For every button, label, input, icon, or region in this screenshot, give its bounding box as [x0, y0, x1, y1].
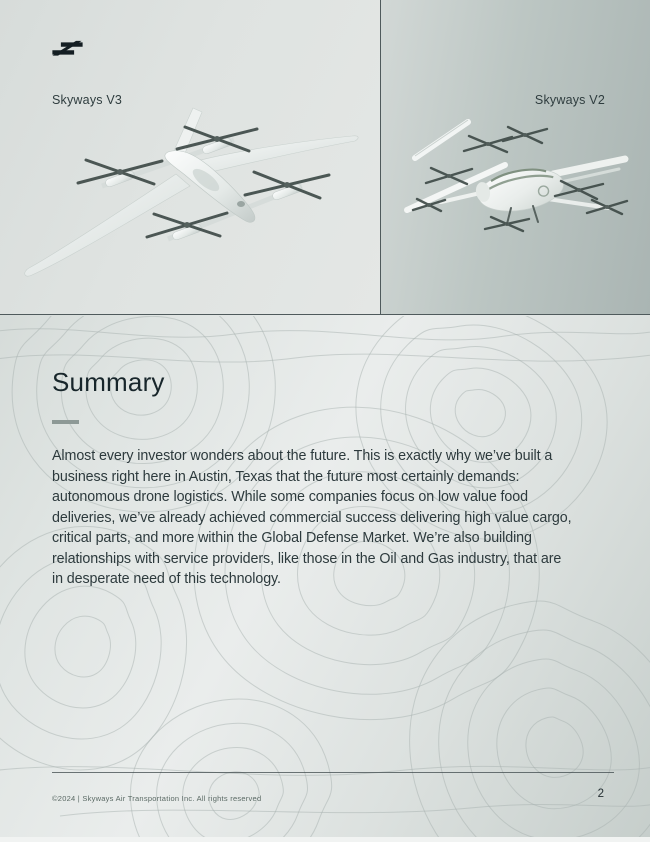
summary-text-line: in desperate need of this technology.	[52, 571, 281, 587]
drone-v3-image	[10, 100, 366, 305]
summary-text-line: business right here in Austin, Texas that the future most certainly demands:	[52, 468, 520, 485]
summary-text-line: critical parts, and more within the Global Defense Market. We’re also building	[52, 530, 532, 546]
summary-text-line: relationships with service providers, like those in the Oil and Gas industry, that are	[52, 550, 562, 567]
page-bottom-edge	[0, 837, 650, 842]
page-number: 2	[597, 788, 604, 800]
title-accent-dash	[52, 420, 79, 424]
drone-v2-graphic	[393, 110, 643, 245]
page-title: Summary	[52, 367, 165, 397]
summary-text-line: deliveries, we’ve already achieved commercial success delivering high value cargo,	[52, 509, 572, 526]
copyright-text: ©2024 | Skyways Air Transportation Inc. All rights reserved	[52, 794, 262, 803]
hero-section	[0, 0, 650, 315]
summary-paragraph	[52, 446, 571, 590]
drone-label-v2: Skyways V2	[534, 93, 605, 107]
drone-panel-v2	[381, 0, 650, 314]
summary-text-line: Almost every investor wonders about the future. This is exactly why we’ve built a	[52, 448, 553, 464]
skyways-logo-icon	[52, 40, 83, 57]
drone-v2-image	[393, 108, 643, 243]
drone-label-v3: Skyways V3	[52, 93, 123, 107]
summary-text-line: autonomous drone logistics. While some companies focus on low value food	[52, 489, 528, 505]
drone-panel-v3	[0, 0, 381, 314]
footer-rule	[52, 772, 614, 773]
